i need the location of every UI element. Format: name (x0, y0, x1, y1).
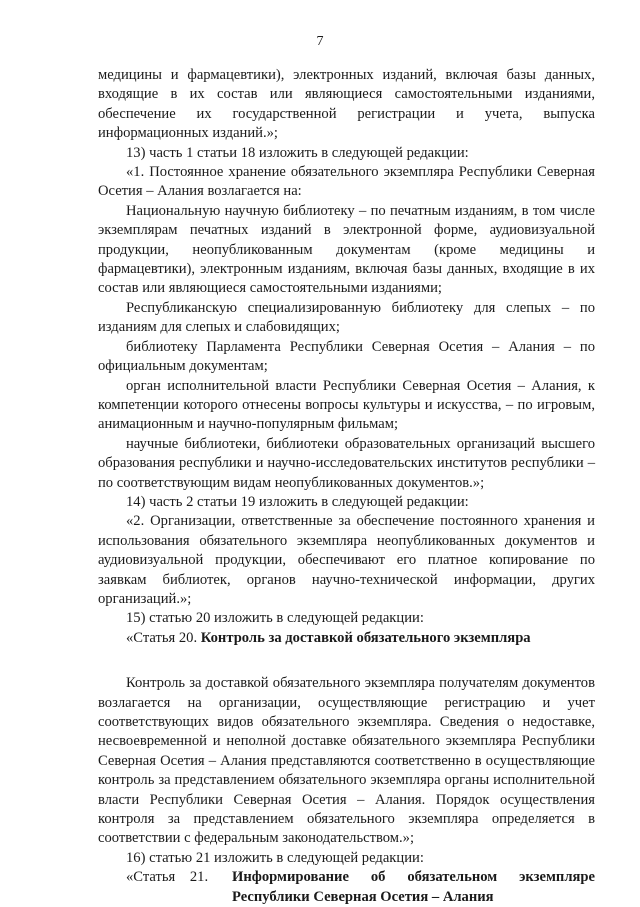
paragraph-7: орган исполнительной власти Республики Северная Осетия – Алания, к компетенции которого отнесены вопросы культуры и искусства, – по игровым, анимационным и научно-популярным фильмам; (98, 377, 595, 433)
page-number: 7 (316, 34, 324, 49)
paragraph-8: научные библиотеки, библиотеки образовательных организаций высшего образования республики и научно-исследовательских институтов республики – по соответствующим видам неопубликованных документов.»; (98, 435, 595, 491)
article-21-label-num: 21. (189, 869, 209, 886)
paragraph-6: библиотеку Парламента Республики Северная Осетия – Алания – по официальным документам; (98, 338, 595, 375)
paragraph-11: 15) статью 20 изложить в следующей редакции: (126, 610, 424, 627)
spacer (98, 648, 595, 674)
paragraph-10: «2. Организации, ответственные за обеспечение постоянного хранения и использования обязательного экземпляра неопубликованных документов и аудиовизуальной продукции, обеспечивают его платное копирование по заявкам библиотек, органов научно-технической информации, других организаций.»; (98, 513, 595, 607)
article-20-title: Контроль за доставкой обязательного экземпляра (200, 629, 531, 646)
paragraph-15: 16) статью 21 изложить в следующей редакции: (126, 849, 424, 866)
article-21-label-word: «Статья (126, 869, 176, 886)
paragraph-5: Республиканскую специализированную библиотеку для слепых – по изданиям для слепых и слабовидящих; (98, 299, 595, 336)
article-21-title: Информирование об обязательном экземпляре Республики Северная Осетия – Алания (232, 869, 595, 905)
paragraph-3: «1. Постоянное хранение обязательного экземпляра Республики Северная Осетия – Алания возлагается на: (98, 164, 595, 200)
document-body (98, 66, 595, 907)
article-20-label: «Статья 20. (126, 629, 201, 646)
article-20-heading (98, 629, 595, 648)
article-21-heading (98, 868, 595, 907)
article-21-label (98, 868, 232, 907)
paragraph-9: 14) часть 2 статьи 19 изложить в следующей редакции: (126, 493, 469, 510)
paragraph-1: медицины и фармацевтики), электронных изданий, включая базы данных, входящие в их состав или являющиеся самостоятельными изданиями, обеспечение их государственной регистрации и учета, выпуска информационных изданий.»; (98, 67, 595, 142)
paragraph-4: Национальную научную библиотеку – по печатным изданиям, в том числе экземплярам печатных изданий в электронной форме, аудиовизуальной продукции, неопубликованным документам (кроме медицины и фармацевтики), электронным изданиям, включая базы данных, входящие в их состав или являющиеся самостоятельными изданиями; (98, 202, 595, 297)
paragraph-article-20-body: Контроль за доставкой обязательного экземпляра получателям документов возлагается на организации, осуществляющие регистрацию и учет соответствующих видов обязательного экземпляра. Сведения о недоставке, несвоевременной и неполной доставке обязательного экземпляра Республики Северная Осетия – Алания представляются соответственно в осуществляющие контроль за представлением обязательного экземпляра органы исполнительной власти Республики Северная Осетия – Алания. Порядок осуществления контроля за представлением обязательного экземпляра определяется в соответствии с федеральным законодательством.»; (98, 675, 595, 847)
paragraph-2: 13) часть 1 статьи 18 изложить в следующей редакции: (126, 144, 469, 161)
